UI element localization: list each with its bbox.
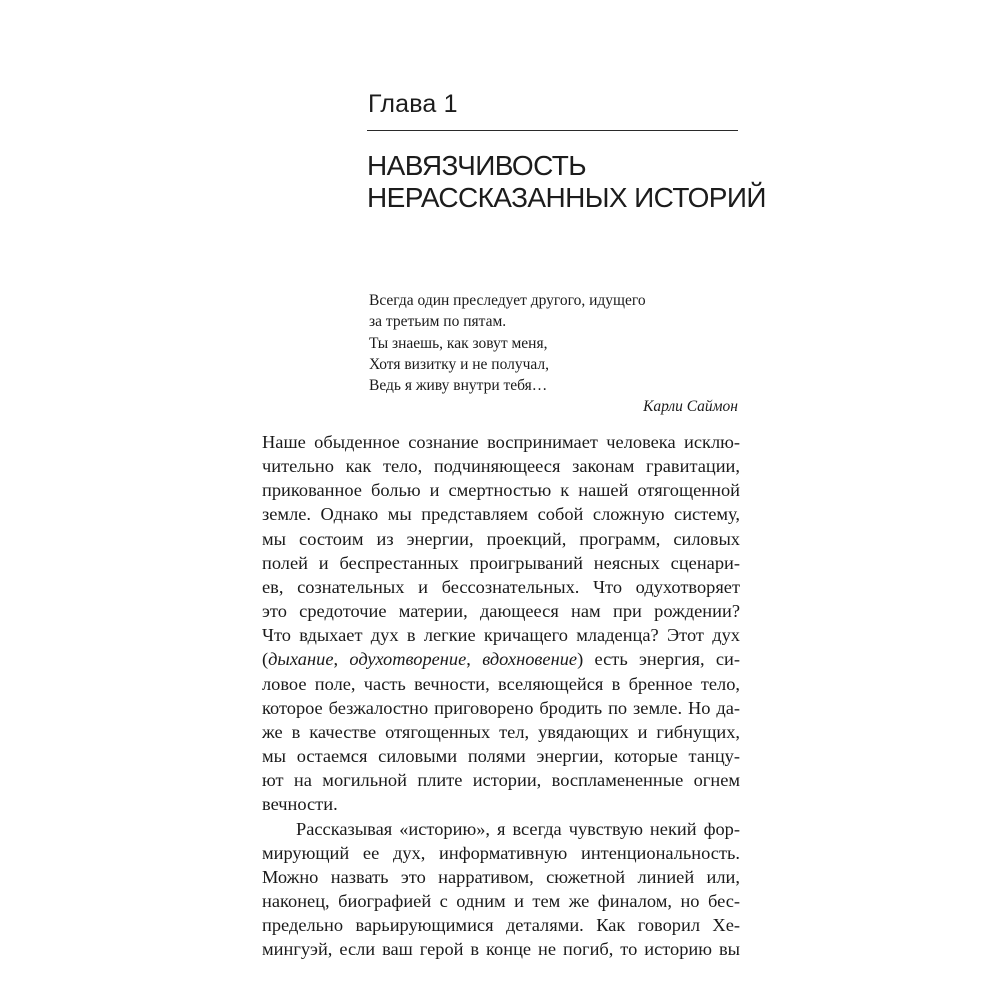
paragraph-1-line: прикованное болью и смертностью к нашей отягощенной: [262, 480, 740, 501]
italic-term: дыхание: [268, 649, 334, 670]
paragraph-1-line: мы состоим из энергии, проекций, программ, силовых: [262, 528, 740, 549]
paragraph-1-line: вечности.: [262, 794, 338, 815]
italic-term: вдохновение: [482, 649, 578, 670]
paragraph-1-line: чительно как тело, подчиняющееся законам гравитации,: [262, 456, 740, 477]
paragraph-1-line: это средоточие материи, дающееся нам при рождении?: [262, 601, 740, 622]
text-fragment: ) есть энергия, си-: [577, 649, 740, 670]
epigraph-line: за третьим по пятам.: [369, 313, 507, 331]
body-text: [262, 430, 740, 961]
text-fragment: (: [262, 649, 269, 670]
paragraph-1-line: Наше обыденное сознание воспринимает человека исклю-: [262, 432, 740, 452]
chapter-title: [367, 150, 766, 214]
paragraph-2-line: мингуэй, если ваш герой в конце не погиб, то историю вы: [262, 939, 740, 960]
epigraph: [369, 290, 709, 396]
italic-term: одухотворение: [349, 649, 467, 670]
epigraph-line: Хотя визитку и не получал,: [369, 355, 550, 373]
paragraph-2-line: Можно назвать это нарративом, сюжетной линией или,: [262, 866, 740, 887]
paragraph-2-line: наконец, биографией с одним и тем же финалом, но бес-: [262, 890, 740, 911]
paragraph-1-line-italic-terms: [262, 647, 740, 671]
text-fragment: ,: [333, 649, 350, 670]
chapter-title-line: НАВЯЗЧИВОСТЬ: [367, 150, 587, 181]
paragraph-1-line: которое безжалостно приговорено бродить по земле. Но да-: [262, 697, 740, 718]
paragraph-1-line: ют на могильной плите истории, воспламененные огнем: [262, 770, 740, 791]
paragraph-1-line: же в качестве отягощенных тел, увядающих и гибнущих,: [262, 721, 740, 742]
epigraph-line: Ведь я живу внутри тебя…: [369, 377, 548, 395]
paragraph-1-line: мы остаемся силовыми полями энергии, которые танцу-: [262, 746, 740, 767]
paragraph-1-line: ловое поле, часть вечности, вселяющейся в бренное тело,: [262, 673, 740, 694]
epigraph-line: Ты знаешь, как зовут меня,: [369, 334, 548, 352]
paragraph-1-line: полей и беспрестанных проигрываний неясных сценари-: [262, 552, 740, 573]
paragraph-1-line: земле. Однако мы представляем собой сложную систему,: [262, 504, 740, 525]
chapter-title-line: НЕРАССКАЗАННЫХ ИСТОРИЙ: [367, 182, 766, 213]
epigraph-author: Карли Саймон: [643, 398, 738, 415]
epigraph-line: Всегда один преследует другого, идущего: [369, 292, 646, 309]
chapter-divider: [367, 130, 738, 131]
paragraph-2-line: Рассказывая «историю», я всегда чувствую некий фор-: [296, 818, 740, 839]
paragraph-2-line: предельно варьирующимися деталями. Как говорил Хе-: [262, 915, 740, 936]
chapter-label: Глава 1: [368, 90, 458, 118]
text-fragment: ,: [466, 649, 483, 670]
paragraph-1-line: ев, сознательных и бессознательных. Что одухотворяет: [262, 576, 740, 597]
paragraph-2-line: мирующий ее дух, информативную интенциональность.: [262, 842, 740, 863]
paragraph-1-line: Что вдыхает дух в легкие кричащего младенца? Этот дух: [262, 625, 740, 646]
